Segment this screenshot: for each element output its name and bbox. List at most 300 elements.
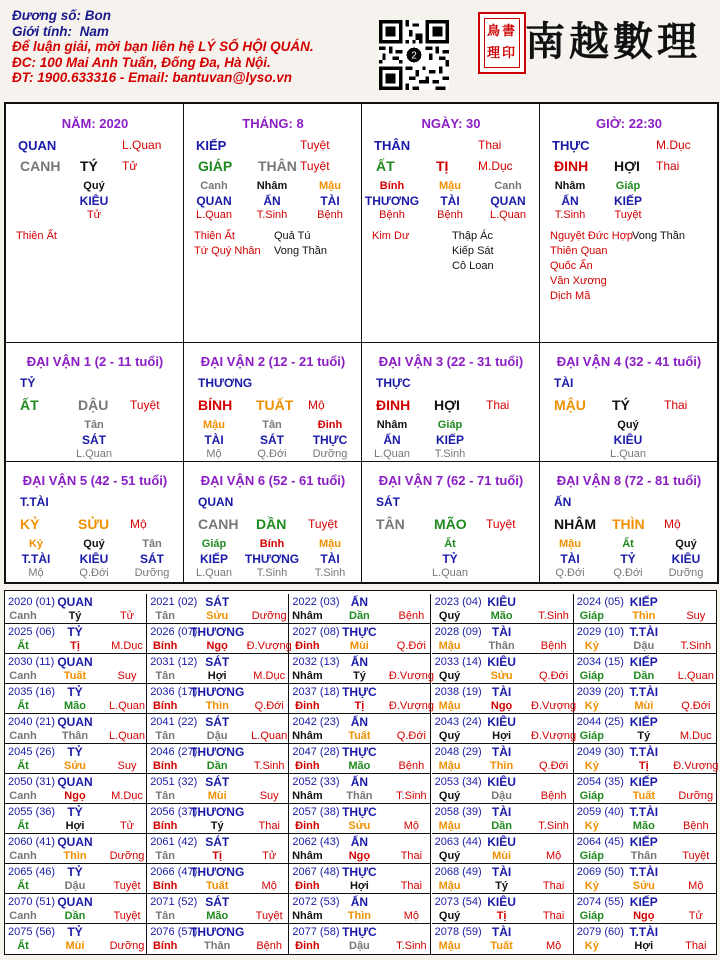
- year-label: 2047 (28): [292, 746, 340, 758]
- year-label: 2067 (48): [292, 866, 340, 878]
- year-label: 2048 (29): [434, 746, 482, 758]
- year-god: ẤN: [350, 715, 369, 729]
- dai-van-branch: TUẤT: [256, 397, 294, 413]
- year-god: THỰC: [342, 925, 377, 939]
- year-cell: [147, 864, 289, 894]
- year-label: 2023 (04): [434, 596, 482, 608]
- year-stage: L.Quan: [108, 730, 146, 742]
- year-branch: Sửu: [348, 820, 371, 832]
- year-branch: Tý: [68, 610, 82, 622]
- year-god: TÀI: [491, 865, 512, 879]
- year-branch: Tị: [70, 640, 80, 652]
- hidden-stem: Nhâm: [554, 180, 586, 192]
- year-branch: Thân: [630, 850, 657, 862]
- year-god: TÀI: [491, 685, 512, 699]
- qr-center-text: 2: [411, 50, 417, 62]
- hidden-god: KIÊU: [671, 552, 701, 566]
- hidden-stem: Mậu: [319, 180, 341, 192]
- year-stage: Thai: [542, 910, 565, 922]
- year-label: 2036 (17): [150, 686, 198, 698]
- year-branch: Tuất: [205, 880, 229, 892]
- hidden-god: ẤN: [561, 194, 579, 208]
- year-branch: Tị: [354, 700, 365, 712]
- hidden-stage: L.Quan: [195, 567, 233, 579]
- year-cell: [289, 684, 434, 714]
- dai-van-branch: DẦN: [256, 516, 287, 532]
- year-god: T.TÀI: [629, 805, 659, 819]
- hidden-god: SÁT: [260, 433, 284, 447]
- year-stage: Q.Đới: [538, 670, 569, 682]
- year-stage: L.Quan: [677, 670, 714, 682]
- year-cell: [574, 714, 716, 744]
- year-stem: Ất: [17, 760, 29, 772]
- pillar-branch: TỊ: [436, 158, 449, 174]
- gender-value: Nam: [79, 23, 109, 39]
- year-stage: Đ.Vượng: [531, 700, 577, 712]
- hidden-stem: Tân: [142, 538, 162, 550]
- year-branch: Mùi: [65, 940, 85, 952]
- year-god: TỶ: [67, 745, 83, 759]
- year-stage: Bệnh: [682, 820, 709, 832]
- year-label: 2072 (53): [292, 896, 340, 908]
- year-cell: [5, 684, 147, 714]
- dai-van-stage: Mộ: [308, 398, 325, 412]
- year-label: 2028 (09): [434, 626, 482, 638]
- year-label: 2032 (13): [292, 656, 340, 668]
- year-cell: [432, 594, 574, 624]
- star-label: Quả Tú: [274, 230, 311, 242]
- year-god: THƯƠNG: [190, 805, 245, 819]
- year-label: 2073 (54): [434, 896, 482, 908]
- dai-van-stem: CANH: [198, 516, 239, 532]
- year-label: 2058 (39): [434, 806, 482, 818]
- year-god: QUAN: [57, 655, 93, 669]
- year-stage: Dưỡng: [678, 790, 714, 802]
- year-god: QUAN: [57, 715, 93, 729]
- year-god: KIÊU: [487, 835, 516, 849]
- year-branch: Mùi: [492, 850, 512, 862]
- year-label: 2027 (08): [292, 626, 340, 638]
- hidden-stage: Q.Đới: [79, 567, 109, 579]
- dai-van-stage: Thai: [664, 398, 688, 412]
- year-stem: Nhâm: [292, 730, 323, 742]
- year-cell: [289, 834, 431, 864]
- year-label: 2039 (20): [576, 686, 624, 698]
- hidden-god: QUAN: [196, 194, 232, 208]
- year-label: 2065 (46): [8, 866, 56, 878]
- year-label: 2034 (15): [576, 656, 624, 668]
- hidden-god: TÀI: [320, 552, 340, 566]
- year-label: 2045 (26): [8, 746, 56, 758]
- pillar-title: THÁNG: 8: [242, 116, 304, 131]
- year-cell: [147, 924, 289, 954]
- year-god: QUAN: [57, 595, 93, 609]
- year-stage: Tuyệt: [113, 910, 141, 922]
- dai-van-branch: MÃO: [434, 516, 467, 532]
- year-god: SÁT: [205, 655, 230, 669]
- gender-label: Giới tính:: [12, 23, 73, 39]
- hidden-god: TÀI: [204, 433, 224, 447]
- year-stem: Bính: [152, 640, 178, 652]
- year-god: THỰC: [342, 865, 377, 879]
- year-cell: [5, 894, 147, 924]
- star-label: Cô Loan: [452, 260, 494, 272]
- dai-van-stage: Thai: [486, 398, 510, 412]
- dai-van-stage: Tuyệt: [130, 398, 160, 412]
- year-cell: [5, 594, 147, 624]
- pillar-stage: Tuyệt: [300, 138, 330, 152]
- name-label: Đương số:: [12, 8, 81, 23]
- year-god: KIẾP: [629, 715, 658, 729]
- year-god: SÁT: [205, 895, 230, 909]
- year-cell: [574, 624, 716, 654]
- hidden-stage: T.Sinh: [314, 567, 346, 579]
- year-stem: Kỷ: [584, 940, 599, 952]
- year-stem: Đinh: [295, 760, 320, 772]
- year-stem: Tân: [155, 850, 175, 862]
- year-cell: [574, 924, 716, 954]
- year-cell: [147, 594, 289, 624]
- hidden-stage: Tuyệt: [614, 209, 642, 221]
- year-stage: Bệnh: [398, 760, 425, 772]
- year-stem: Kỷ: [584, 760, 599, 772]
- dai-van-god: ẤN: [554, 495, 572, 509]
- year-branch: Ngọ: [490, 700, 513, 712]
- contact-line: Để luận giải, mời bạn liên hệ LÝ SỐ HỘI QUÁN.: [12, 39, 314, 54]
- star-label: Vong Thần: [274, 245, 328, 257]
- year-cell: [5, 714, 147, 744]
- year-cell: [5, 804, 147, 834]
- year-god: THƯƠNG: [190, 745, 245, 759]
- dai-van-stage: Tuyệt: [308, 517, 338, 531]
- year-branch: Dần: [491, 820, 512, 832]
- year-stage: T.Sinh: [396, 790, 427, 802]
- hidden-stem: Mậu: [319, 538, 341, 550]
- hidden-god: ẤN: [263, 194, 281, 208]
- year-label: 2024 (05): [576, 596, 624, 608]
- year-branch: Dậu: [491, 790, 512, 802]
- year-stem: Giáp: [579, 730, 605, 742]
- year-label: 2055 (36): [8, 806, 56, 818]
- year-label: 2040 (21): [8, 716, 56, 728]
- dai-van-stage: Mộ: [664, 517, 681, 531]
- year-cell: [574, 894, 716, 924]
- year-stem: Giáp: [579, 790, 605, 802]
- pillar-god: KIẾP: [196, 138, 227, 153]
- year-label: 2054 (35): [576, 776, 624, 788]
- year-branch: Tý: [352, 670, 366, 682]
- year-label: 2075 (56): [8, 926, 56, 938]
- year-stem: Đinh: [295, 700, 320, 712]
- dai-van-title: ĐẠI VẬN 3 (22 - 31 tuổi): [378, 354, 524, 369]
- pillar-branch: HỢI: [614, 158, 640, 174]
- year-branch: Dậu: [64, 880, 86, 892]
- dai-van-stem: KỶ: [20, 516, 40, 532]
- year-god: KIẾP: [629, 835, 658, 849]
- year-stem: Đinh: [295, 880, 320, 892]
- hidden-stage: T.Sinh: [256, 209, 288, 221]
- year-god: TÀI: [491, 745, 512, 759]
- year-cell: [432, 774, 574, 804]
- year-stage: Bệnh: [540, 790, 567, 802]
- year-branch: Sửu: [206, 610, 229, 622]
- year-stem: Quý: [438, 730, 461, 742]
- year-label: 2020 (01): [8, 596, 56, 608]
- star-label: Thiên Ất: [16, 230, 57, 242]
- year-stem: Canh: [9, 610, 37, 622]
- year-branch: Dậu: [206, 730, 228, 742]
- year-branch: Mùi: [349, 640, 369, 652]
- hidden-god: TÀI: [560, 552, 580, 566]
- year-branch: Mùi: [634, 700, 654, 712]
- year-cell: [289, 654, 434, 684]
- year-stage: Q.Đới: [538, 760, 569, 772]
- year-label: 2025 (06): [8, 626, 56, 638]
- hidden-god: THỰC: [312, 433, 348, 447]
- year-god: KIẾP: [629, 655, 658, 669]
- year-cell: [5, 624, 147, 654]
- year-stem: Mậu: [438, 700, 461, 712]
- year-label: 2079 (60): [576, 926, 624, 938]
- star-label: Thiên Quan: [550, 245, 608, 257]
- year-cell: [147, 744, 289, 774]
- year-stage: T.Sinh: [538, 820, 569, 832]
- hidden-god: SÁT: [140, 552, 164, 566]
- year-branch: Thân: [204, 940, 231, 952]
- hidden-stem: Bính: [379, 180, 405, 192]
- year-cell: [289, 924, 431, 954]
- hidden-stem: Giáp: [615, 180, 641, 192]
- hidden-god: KIÊU: [79, 194, 109, 208]
- year-label: 2061 (42): [150, 836, 198, 848]
- hidden-stage: Dưỡng: [312, 448, 348, 460]
- dai-van-title: ĐẠI VẬN 1 (2 - 11 tuổi): [26, 354, 164, 369]
- year-branch: Ngọ: [633, 910, 655, 922]
- pillar-stem: GIÁP: [198, 158, 233, 174]
- year-branch: Tị: [212, 850, 223, 862]
- year-stage: Đ.Vượng: [388, 670, 434, 682]
- dai-van-branch: THÌN: [612, 516, 645, 532]
- pillar-god: QUAN: [18, 138, 57, 153]
- year-stage: Q.Đới: [681, 700, 711, 712]
- year-label: 2062 (43): [292, 836, 340, 848]
- year-god: SÁT: [205, 775, 230, 789]
- year-label: 2030 (11): [8, 656, 55, 668]
- year-cell: [5, 774, 147, 804]
- pillar-branch: THÂN: [258, 158, 297, 174]
- year-stage: Tử: [262, 850, 277, 862]
- dai-van-branch: SỬU: [78, 516, 110, 532]
- year-branch: Sửu: [490, 670, 513, 682]
- year-god: TỶ: [67, 685, 83, 699]
- year-god: THỰC: [342, 745, 377, 759]
- year-stage: Dưỡng: [109, 850, 145, 862]
- year-god: T.TÀI: [629, 925, 659, 939]
- year-stage: Đ.Vượng: [673, 760, 719, 772]
- dai-van-stem: TÂN: [376, 516, 405, 532]
- year-label: 2031 (12): [150, 656, 198, 668]
- year-label: 2037 (18): [292, 686, 340, 698]
- year-stem: Kỷ: [584, 640, 599, 652]
- year-label: 2043 (24): [434, 716, 482, 728]
- address-line: ĐC: 100 Mai Anh Tuấn, Đống Đa, Hà Nội.: [12, 54, 271, 70]
- hidden-stage: Bệnh: [379, 209, 405, 221]
- year-stem: Tân: [155, 790, 175, 802]
- year-stem: Tân: [155, 610, 175, 622]
- year-cell: [147, 804, 289, 834]
- year-god: THƯƠNG: [190, 625, 245, 639]
- year-branch: Sửu: [632, 880, 655, 892]
- year-cell: [147, 714, 289, 744]
- year-stage: Mộ: [545, 850, 562, 862]
- year-cell: [574, 804, 716, 834]
- year-cell: [289, 804, 431, 834]
- year-stem: Đinh: [295, 820, 320, 832]
- year-branch: Tý: [637, 730, 651, 742]
- year-branch: Sửu: [63, 760, 87, 772]
- year-stage: Tuyệt: [113, 880, 141, 892]
- year-cell: [147, 894, 289, 924]
- hidden-stem: Ất: [622, 538, 634, 550]
- year-label: 2049 (30): [576, 746, 624, 758]
- hidden-stage: Bệnh: [317, 209, 343, 221]
- year-cell: [574, 834, 716, 864]
- year-branch: Mùi: [207, 790, 227, 802]
- hidden-stage: Dưỡng: [668, 567, 704, 579]
- year-label: 2026 (07): [150, 626, 198, 638]
- hidden-stem: Kỷ: [28, 538, 44, 550]
- hidden-stage: L.Quan: [75, 448, 113, 460]
- year-branch: Thân: [346, 790, 373, 802]
- year-stem: Mậu: [438, 880, 461, 892]
- year-branch: Dần: [349, 610, 370, 622]
- pillar-title: NĂM: 2020: [61, 116, 129, 131]
- year-label: 2068 (49): [434, 866, 482, 878]
- dai-van-title: ĐẠI VẬN 5 (42 - 51 tuổi): [22, 473, 168, 488]
- year-god: KIÊU: [487, 655, 516, 669]
- year-stem: Mậu: [438, 940, 461, 952]
- year-stem: Bính: [152, 700, 178, 712]
- year-branch: Hợi: [634, 940, 654, 952]
- header-info: [12, 8, 314, 86]
- hidden-stem: Quý: [617, 419, 639, 431]
- year-god: QUAN: [57, 835, 93, 849]
- dai-van-god: SÁT: [376, 495, 400, 509]
- dai-van-stem: ĐINH: [376, 397, 411, 413]
- year-god: THƯƠNG: [190, 865, 245, 879]
- year-stem: Mậu: [438, 760, 461, 772]
- pillar-branch-stage: M.Dục: [478, 159, 513, 173]
- year-branch: Dần: [633, 670, 655, 682]
- year-stage: T.Sinh: [396, 940, 427, 952]
- year-cell: [432, 804, 574, 834]
- dai-van-title: ĐẠI VẬN 8 (72 - 81 tuổi): [556, 473, 702, 488]
- year-cell: [574, 594, 716, 624]
- year-god: T.TÀI: [629, 745, 659, 759]
- pillar-branch-stage: Tuyệt: [300, 159, 330, 173]
- year-stage: L.Quan: [251, 730, 288, 742]
- hidden-god: KIẾP: [199, 552, 229, 566]
- year-stage: L.Quan: [108, 700, 146, 712]
- year-stem: Tân: [155, 670, 175, 682]
- year-branch: Thìn: [205, 700, 229, 712]
- year-stem: Giáp: [579, 910, 605, 922]
- year-stage: Mộ: [261, 880, 277, 892]
- hidden-stem: Ất: [444, 538, 456, 550]
- hidden-god: KIÊU: [79, 552, 109, 566]
- year-cell: [432, 894, 574, 924]
- year-stage: M.Dục: [253, 670, 286, 682]
- hidden-stem: Tân: [84, 419, 104, 431]
- year-stem: Bính: [152, 760, 178, 772]
- year-label: 2066 (47): [150, 866, 198, 878]
- year-stem: Nhâm: [292, 790, 323, 802]
- year-stage: M.Dục: [111, 640, 143, 652]
- year-stage: Tử: [119, 820, 135, 832]
- year-god: THƯƠNG: [190, 685, 245, 699]
- year-stage: Đ.Vượng: [388, 700, 434, 712]
- dai-van-god: TỶ: [20, 376, 36, 390]
- year-branch: Thân: [488, 640, 515, 652]
- hidden-god: QUAN: [490, 194, 526, 208]
- year-god: THỰC: [342, 685, 377, 699]
- year-god: ẤN: [350, 895, 369, 909]
- year-cell: [5, 654, 147, 684]
- year-branch: Tị: [638, 760, 649, 772]
- year-god: THƯƠNG: [190, 925, 245, 939]
- year-label: 2050 (31): [8, 776, 56, 788]
- year-stage: Q.Đới: [396, 640, 426, 652]
- year-label: 2029 (10): [576, 626, 624, 638]
- year-label: 2052 (33): [292, 776, 340, 788]
- four-pillars-panel: [4, 102, 719, 584]
- year-label: 2056 (37): [150, 806, 198, 818]
- year-cell: [432, 864, 574, 894]
- year-branch: Mão: [490, 610, 513, 622]
- hidden-stem: Mậu: [439, 180, 461, 192]
- year-label: 2077 (58): [292, 926, 340, 938]
- dai-van-branch: HỢI: [434, 397, 460, 413]
- year-god: T.TÀI: [629, 685, 659, 699]
- hidden-stage: Bệnh: [437, 209, 463, 221]
- year-stem: Tân: [155, 910, 175, 922]
- year-label: 2059 (40): [576, 806, 624, 818]
- hidden-stage: Mộ: [28, 567, 44, 579]
- year-branch: Ngọ: [64, 790, 86, 802]
- year-cell: [5, 924, 147, 954]
- year-god: TÀI: [491, 925, 512, 939]
- year-cell: [574, 864, 716, 894]
- pillar-stage: Thai: [478, 138, 502, 152]
- pillar-branch: TÝ: [80, 158, 98, 174]
- year-stage: Thai: [542, 880, 565, 892]
- year-label: 2063 (44): [434, 836, 482, 848]
- hidden-god: TỶ: [620, 552, 636, 566]
- year-cell: [5, 864, 147, 894]
- year-cell: [289, 744, 431, 774]
- year-god: KIẾP: [629, 895, 658, 909]
- year-stage: Q.Đới: [254, 700, 284, 712]
- year-branch: Tuất: [490, 940, 513, 952]
- hidden-stage: Q.Đới: [555, 567, 585, 579]
- hidden-stem: Mậu: [559, 538, 581, 550]
- dai-van-stem: NHÂM: [554, 516, 596, 532]
- year-cell: [289, 624, 431, 654]
- year-cell: [432, 924, 574, 954]
- year-god: SÁT: [205, 835, 230, 849]
- hidden-god: KIẾP: [435, 433, 465, 447]
- year-cell: [289, 594, 431, 624]
